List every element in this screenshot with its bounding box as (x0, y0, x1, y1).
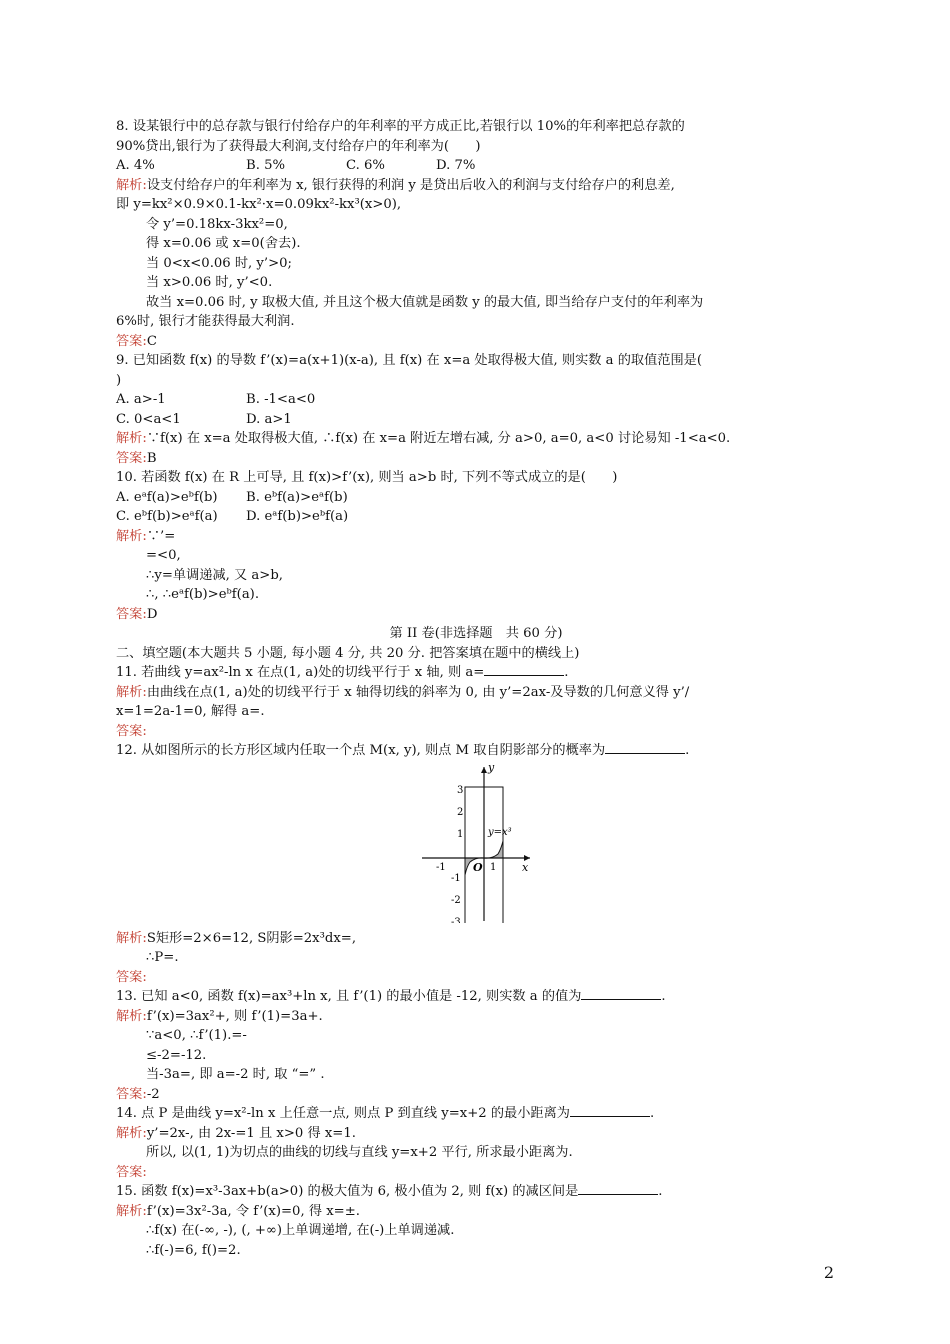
q9-solution-label: 解析: (116, 431, 147, 446)
q8-option-c: C. 6% (346, 158, 385, 173)
q10-option-a: A. eᵃf(a)>eᵇf(b) (116, 489, 218, 505)
q13-stem-text: 13. 已知 a<0, 函数 f(x)=ax³+ln x, 且 f’(1) 的最小值是 -12, 则实数 a 的值为 (116, 989, 582, 1004)
q12-solution-line-1 (116, 929, 836, 949)
q8-options (116, 156, 836, 176)
q8-option-b: B. 5% (246, 158, 285, 173)
q8-solution-line-2: 即 y=kx²×0.9×0.1-kx²·x=0.09kx²-kx³(x>0), (116, 197, 402, 212)
q8-stem-line-2: 90%贷出,银行为了获得最大利润,支付给存户的年利率为( ) (116, 138, 481, 154)
q14-solution-text-1: y’=2x-, 由 2x-=1 且 x>0 得 x=1. (146, 1125, 356, 1141)
q12-solution-label: 解析: (116, 930, 147, 946)
q13-answer-label: 答案: (116, 1086, 147, 1102)
q10-options-row-1 (116, 488, 836, 508)
q10-solution-line-3: ∴y=单调递减, 又 a>b, (146, 567, 283, 583)
q13-answer-value: -2 (146, 1086, 160, 1102)
q12-xtick-neg1: -1 (436, 861, 446, 873)
page-number: 2 (823, 1263, 834, 1282)
q15-answer-blank (578, 1182, 658, 1195)
q12-stem-end: . (685, 743, 690, 758)
q15-solution-label: 解析: (116, 1203, 147, 1219)
document-body (116, 117, 836, 1260)
q9-stem-line-1: 9. 已知函数 f(x) 的导数 f’(x)=a(x+1)(x-a), 且 f(x) 在 x=a 处取得极大值, 则实数 a 的取值范围是( (116, 353, 703, 368)
q12-ytick-neg2: -2 (451, 894, 461, 906)
q14-answer-blank (570, 1104, 650, 1117)
q12-answer (116, 968, 836, 988)
q13-stem-end: . (661, 989, 666, 1004)
q11-solution-text-1: 由曲线在点(1, a)处的切线平行于 x 轴得切线的斜率为 0, 由 y’=2ax-及导数的几何意义得 y’/ (146, 684, 690, 700)
q8-answer-value: C (146, 333, 157, 349)
q14-solution-line-1 (116, 1124, 836, 1144)
q10-answer-label: 答案: (116, 606, 147, 622)
q15-solution-line-3: ∴f(-)=6, f()=2. (146, 1242, 241, 1258)
q9-option-c: C. 0<a<1 (116, 411, 181, 427)
q8-solution-line-8: 6%时, 银行才能获得最大利润. (116, 314, 295, 329)
q10-stem: 10. 若函数 f(x) 在 R 上可导, 且 f(x)>f’(x), 则当 a>b 时, 下列不等式成立的是( ) (116, 470, 618, 485)
q14-stem-end: . (649, 1106, 655, 1121)
q14-solution-label: 解析: (116, 1125, 147, 1141)
q15-solution-line-2: ∴f(x) 在(-∞, -), (, +∞)上单调递增, 在(-)上单调递减. (146, 1223, 455, 1238)
q8-stem-line-1: 8. 设某银行中的总存款与银行付给存户的年利率的平方成正比,若银行以 10%的年利率把总存款的 (116, 119, 685, 134)
q10-option-c: C. eᵇf(b)>eᵃf(a) (116, 509, 218, 524)
q8-solution-line-7: 故当 x=0.06 时, y 取极大值, 并且这个极大值就是函数 y 的最大值, 即当给存户支付的年利率为 (146, 294, 704, 310)
q15-stem (116, 1182, 836, 1202)
q15-solution-line-1 (116, 1202, 836, 1222)
q11-solution-line-2: x=1=2a-1=0, 解得 a=. (116, 704, 265, 719)
q9-options-row-2 (116, 410, 836, 430)
q12-graph (418, 763, 534, 923)
part2-title: 第 II 卷(非选择题 共 60 分) (389, 626, 563, 641)
q9-option-d: D. a>1 (246, 411, 292, 427)
q8-solution-line-1 (116, 176, 836, 196)
q12-xtick-1: 1 (490, 861, 497, 873)
q14-stem (116, 1104, 836, 1124)
q13-solution-text-1: f’(x)=3ax²+, 则 f’(1)=3a+. (146, 1008, 323, 1024)
q8-answer-label: 答案: (116, 333, 147, 349)
q8-solution-line-5: 当 0<x<0.06 时, y’>0; (146, 255, 292, 271)
q12-y-label: y (488, 762, 495, 774)
q10-solution-text-1: ∵’= (146, 528, 176, 544)
q8-solution-line-4: 得 x=0.06 或 x=0(舍去). (146, 236, 301, 251)
q10-solution-line-4: ∴, ∴eᵃf(b)>eᵇf(a). (146, 587, 260, 602)
q9-solution-text: ∵f(x) 在 x=a 处取得极大值, ∴f(x) 在 x=a 附近左增右减, 分 a>0, a=0, a<0 讨论易知 -1<a<0. (146, 431, 731, 446)
q13-answer-blank (581, 987, 661, 1000)
q12-ytick-1: 1 (457, 828, 464, 840)
q10-answer-value: D (146, 606, 158, 622)
q9-stem-line-2: ) (116, 372, 122, 388)
q12-stem-text: 12. 从如图所示的长方形区域内任取一个点 M(x, y), 则点 M 取自阴影部分的概率为 (116, 743, 606, 758)
q10-solution-line-2: =<0, (146, 548, 181, 563)
q12-ytick-2: 2 (457, 806, 464, 818)
q13-solution-line-3: ≤-2=-12. (146, 1047, 207, 1063)
q14-stem-text: 14. 点 P 是曲线 y=x²-ln x 上任意一点, 则点 P 到直线 y=x+2 的最小距离为 (116, 1106, 570, 1121)
q11-stem (116, 663, 836, 683)
q12-ytick-neg3: -3 (451, 916, 461, 923)
q14-solution-line-2: 所以, 以(1, 1)为切点的曲线的切线与直线 y=x+2 平行, 所求最小距离为. (146, 1145, 573, 1160)
q9-answer (116, 449, 836, 469)
q9-solution-line-1 (116, 429, 836, 449)
q11-answer (116, 722, 836, 742)
q14-answer-label: 答案: (116, 1164, 147, 1180)
q9-answer-label: 答案: (116, 450, 147, 466)
q11-stem-text: 11. 若曲线 y=ax²-ln x 在点(1, a)处的切线平行于 x 轴, 则 a= (116, 665, 485, 680)
q14-answer (116, 1163, 836, 1183)
q13-answer (116, 1085, 836, 1105)
q11-solution-line-1 (116, 683, 836, 703)
q10-solution-label: 解析: (116, 528, 147, 544)
q11-answer-label: 答案: (116, 723, 147, 739)
q12-figure (418, 763, 534, 923)
q11-stem-end: . (564, 665, 569, 680)
section-heading: 二、填空题(本大题共 5 小题, 每小题 4 分, 共 20 分. 把答案填在题中的横线上) (116, 645, 580, 661)
q8-option-d: D. 7% (436, 158, 476, 173)
q12-ytick-3: 3 (457, 784, 464, 796)
q12-answer-label: 答案: (116, 969, 147, 985)
q13-solution-line-1 (116, 1007, 836, 1027)
q13-stem (116, 987, 836, 1007)
q11-solution-label: 解析: (116, 684, 147, 700)
q12-answer-blank (605, 741, 685, 754)
q10-solution-line-1 (116, 527, 836, 547)
q12-stem (116, 741, 836, 761)
q15-stem-end: . (658, 1184, 663, 1199)
q10-answer (116, 605, 836, 625)
q12-curve-label: y=x³ (488, 826, 512, 838)
q11-answer-blank (484, 663, 564, 676)
q8-solution-line-6: 当 x>0.06 时, y’<0. (146, 275, 273, 290)
q8-solution-line-3: 令 y’=0.18kx-3kx²=0, (146, 216, 288, 232)
q12-x-label: x (522, 860, 529, 874)
q8-solution-label: 解析: (116, 177, 147, 193)
q13-solution-line-4: 当-3a=, 即 a=-2 时, 取 “=” . (146, 1067, 325, 1082)
q10-option-d: D. eᵃf(b)>eᵇf(a) (246, 509, 349, 524)
q13-solution-label: 解析: (116, 1008, 147, 1024)
q8-answer (116, 332, 836, 352)
q9-options-row-1 (116, 390, 836, 410)
q12-origin-label: O (473, 860, 483, 874)
q12-solution-line-2: ∴P=. (146, 950, 179, 965)
q9-option-b: B. -1<a<0 (246, 392, 316, 407)
q13-solution-line-2: ∵a<0, ∴f’(1).=- (146, 1028, 247, 1043)
y-axis-arrow-icon (481, 767, 487, 773)
q9-answer-value: B (146, 450, 157, 466)
q15-stem-text: 15. 函数 f(x)=x³-3ax+b(a>0) 的极大值为 6, 极小值为 2, 则 f(x) 的减区间是 (116, 1184, 579, 1199)
q8-solution-text-1: 设支付给存户的年利率为 x, 银行获得的利润 y 是贷出后收入的利润与支付给存户的利息差, (146, 177, 675, 193)
q10-option-b: B. eᵇf(a)>eᵃf(b) (246, 489, 348, 505)
q10-options-row-2 (116, 507, 836, 527)
q12-solution-text-1: S矩形=2×6=12, S阴影=2x³dx=, (146, 930, 357, 946)
q8-option-a: A. 4% (116, 158, 155, 173)
q12-ytick-neg1: -1 (451, 872, 461, 884)
q9-option-a: A. a>-1 (116, 392, 166, 407)
q15-solution-text-1: f’(x)=3x²-3a, 令 f’(x)=0, 得 x=±. (146, 1203, 360, 1219)
